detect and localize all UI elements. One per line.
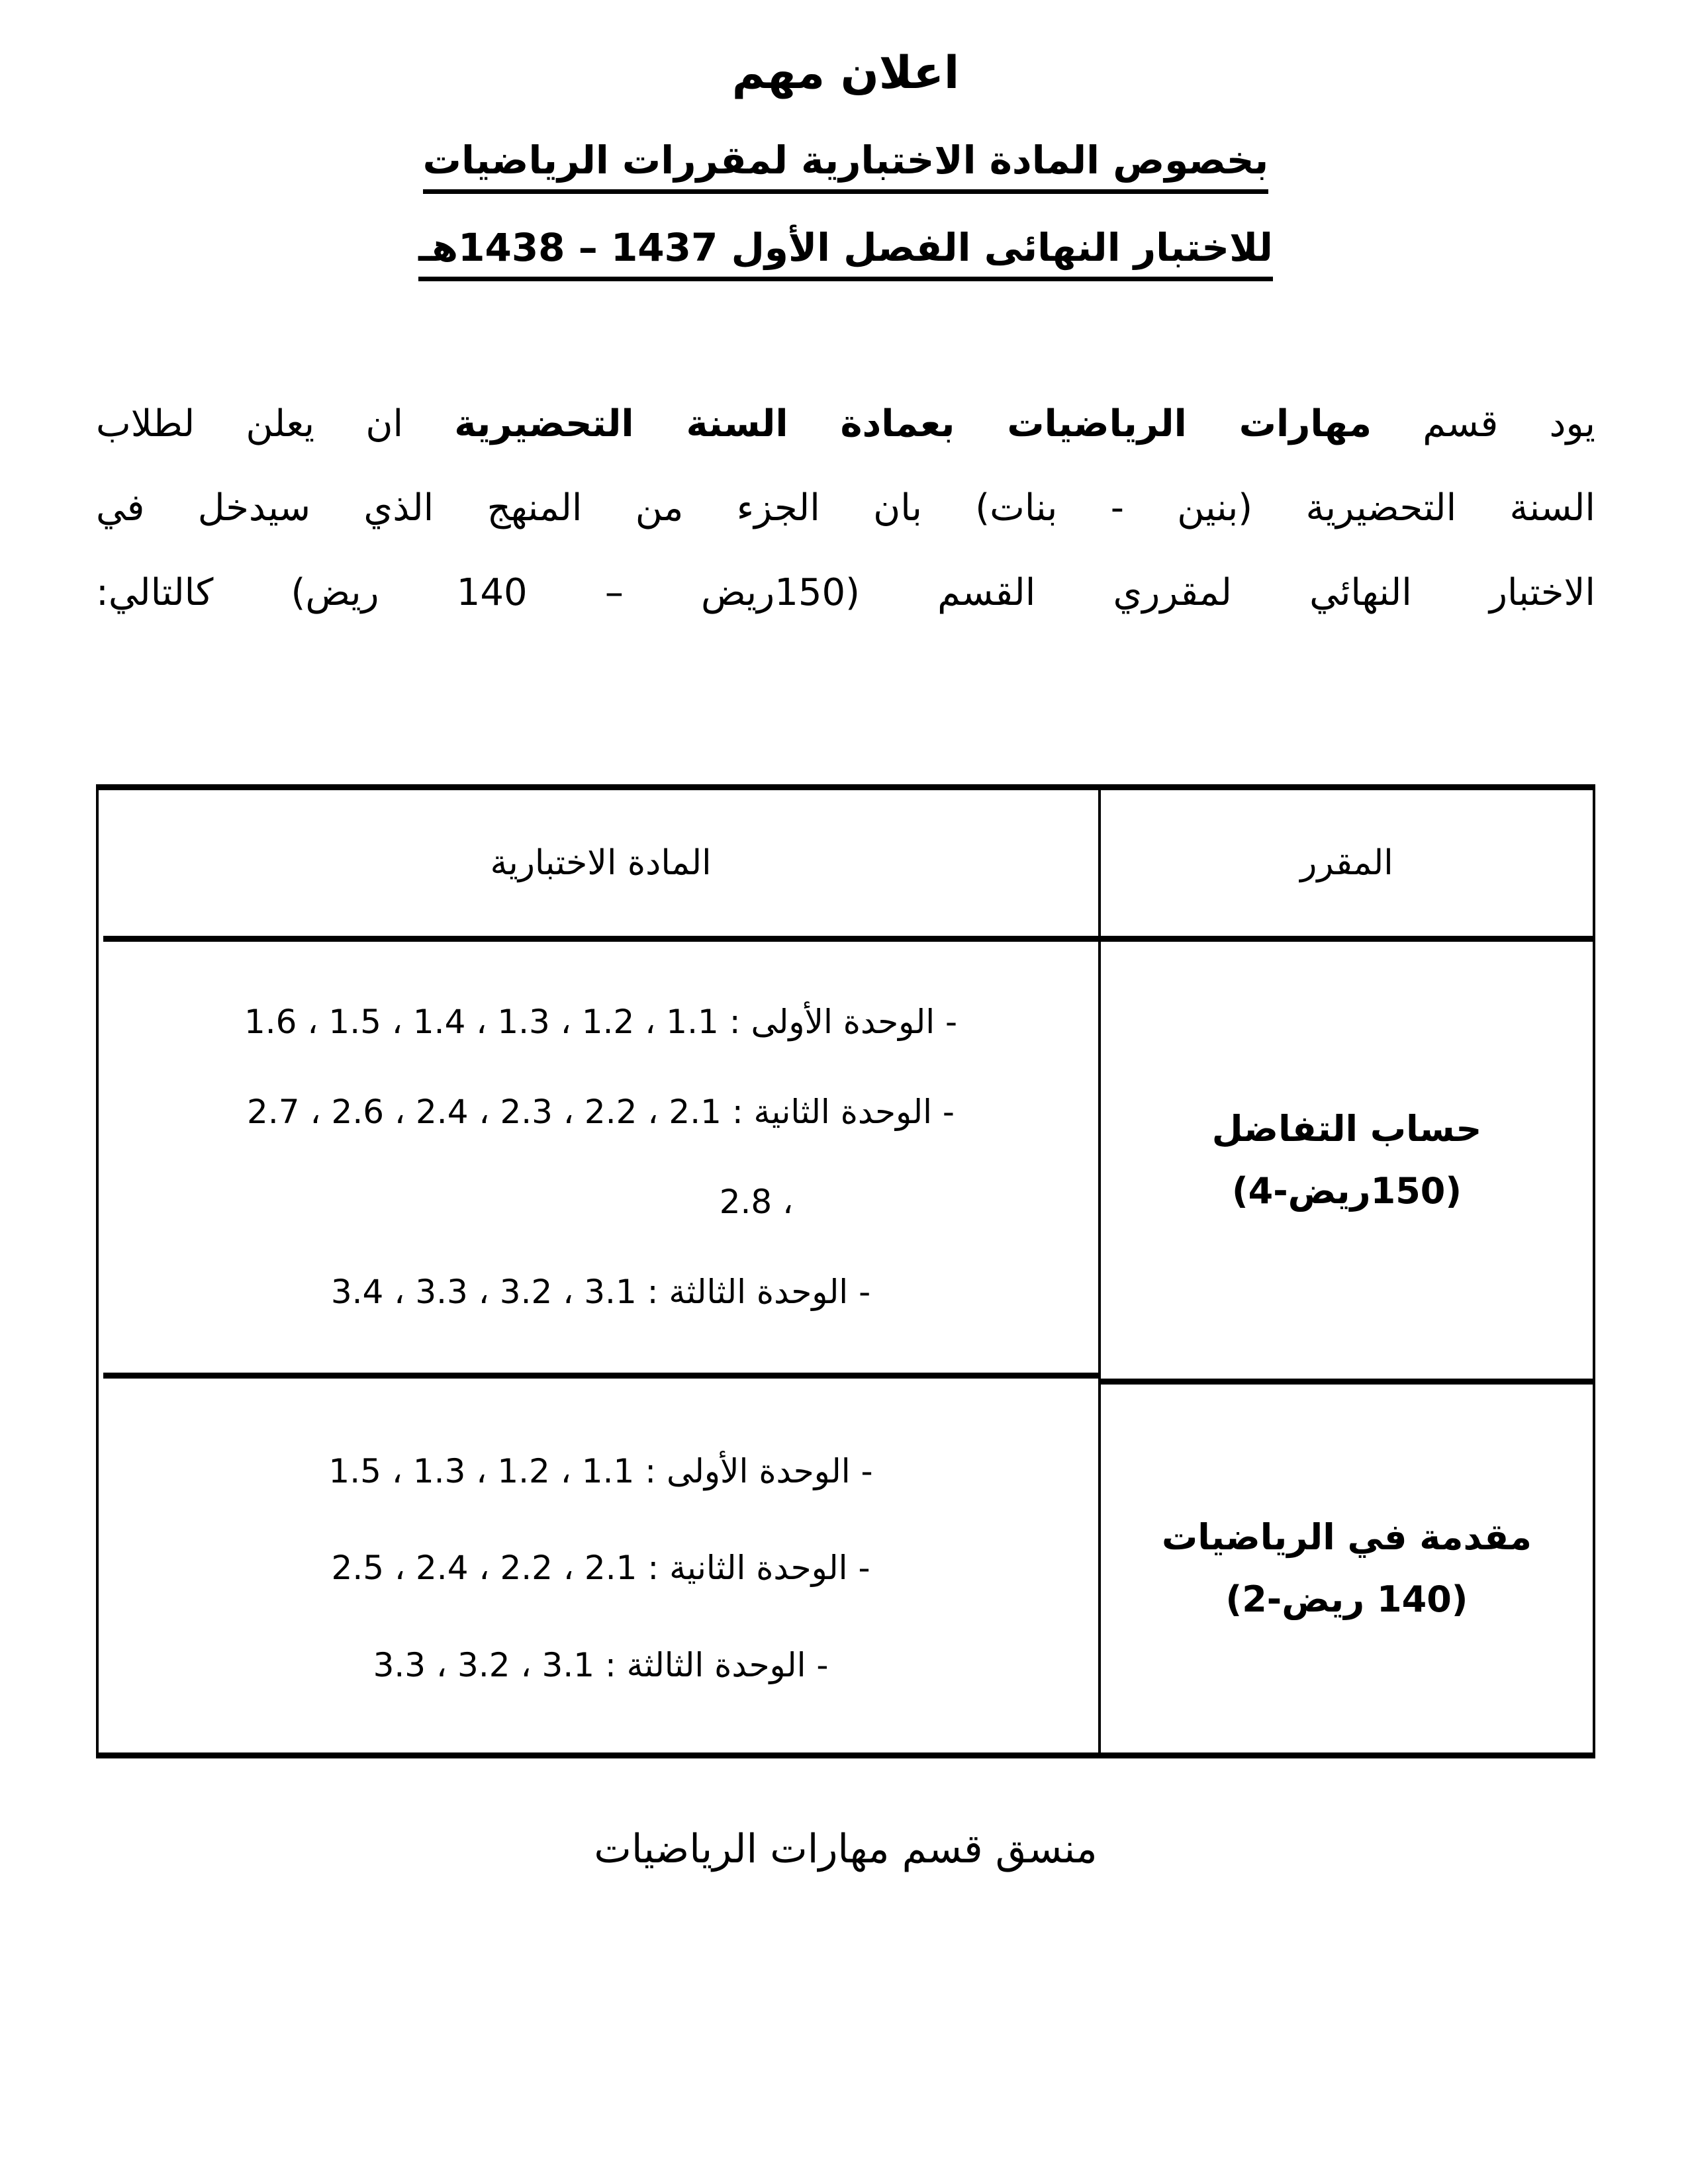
document-content xyxy=(96,40,1595,1877)
table-header-material-label: المادة الاختبارية xyxy=(490,842,712,883)
material-line: ، 2.8 xyxy=(719,1182,794,1221)
course-1-code: (150ريض-4) xyxy=(1231,1169,1462,1212)
material-line: - الوحدة الثانية : 2.1 ، 2.2 ، 2.4 ، 2.5 xyxy=(331,1549,870,1588)
subtitle-1-text: بخصوص المادة الاختبارية لمقررات الرياضيات xyxy=(423,138,1269,194)
material-line: - الوحدة الثالثة : 3.1 ، 3.2 ، 3.3 ، 3.4 xyxy=(330,1272,871,1311)
material-line: - الوحدة الأولى : 1.1 ، 1.2 ، 1.3 ، 1.4 ، 1.5 ، 1.6 xyxy=(244,1002,958,1041)
intro-line-1-post: ان يعلن لطلاب xyxy=(96,402,455,445)
material-line: - الوحدة الثالثة : 3.1 ، 3.2 ، 3.3 xyxy=(373,1645,829,1684)
intro-line-1 xyxy=(96,382,1595,467)
page-title: اعلان مهم xyxy=(731,47,960,99)
table-header-material xyxy=(103,790,1098,942)
table-row-1-course-cell xyxy=(1098,942,1593,1385)
material-line: - الوحدة الأولى : 1.1 ، 1.2 ، 1.3 ، 1.5 xyxy=(328,1452,873,1491)
subtitle-line-2 xyxy=(96,213,1595,282)
course-1-name: حساب التفاضل xyxy=(1211,1108,1482,1150)
exam-material-table xyxy=(96,784,1595,1758)
course-2-name: مقدمة في الرياضيات xyxy=(1162,1516,1532,1559)
table-row-2-material-cell xyxy=(103,1385,1098,1752)
signature-line: منسق قسم مهارات الرياضيات xyxy=(594,1825,1098,1872)
intro-line-1-pre: يود قسم xyxy=(1372,402,1595,445)
subtitle-2-text: للاختبار النهائى الفصل الأول 1437 – 1438هـ xyxy=(418,225,1273,281)
intro-line-2: السنة التحضيرية (بنين - بنات) بان الجزء من المنهج الذي سيدخل في xyxy=(96,486,1595,530)
table-row-2-course-cell xyxy=(1098,1385,1593,1752)
intro-line-3: الاختبار النهائي لمقرري القسم (150ريض – 140 ريض) كالتالي: xyxy=(96,571,1595,615)
intro-line-1-bold: مهارات الرياضيات بعمادة السنة التحضيرية xyxy=(454,402,1372,445)
course-2-code: (140 ريض-2) xyxy=(1225,1578,1468,1620)
table-row-1-material-cell xyxy=(103,942,1098,1379)
table-header-course xyxy=(1098,790,1593,942)
material-line: - الوحدة الثانية : 2.1 ، 2.2 ، 2.3 ، 2.4 ، 2.6 ، 2.7 xyxy=(247,1092,955,1131)
intro-paragraph xyxy=(96,382,1595,635)
table-header-course-label: المقرر xyxy=(1300,842,1393,883)
subtitle-line-1 xyxy=(96,126,1595,195)
